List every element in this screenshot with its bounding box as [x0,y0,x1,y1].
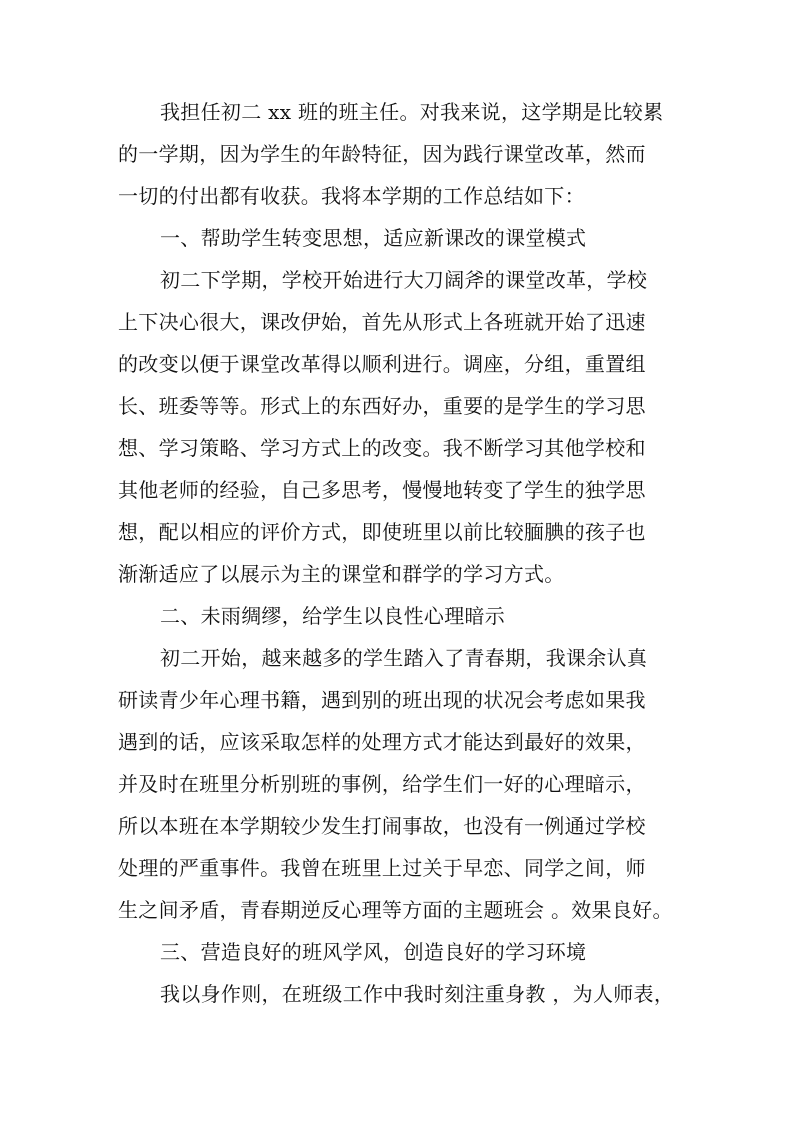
paragraph-line: 初二下学期，学校开始进行大刀阔斧的课堂改革，学校 [160,268,648,292]
paragraph-line: 的改变以便于课堂改革得以顺利进行。调座，分组，重置组 [118,352,646,376]
paragraph-line: 生之间矛盾，青春期逆反心理等方面的主题班会 。效果良好。 [118,898,673,922]
paragraph-line: 渐渐适应了以展示为主的课堂和群学的学习方式。 [118,562,565,586]
paragraph-line: 所以本班在本学期较少发生打闹事故，也没有一例通过学校 [118,814,646,838]
paragraph-line: 其他老师的经验，自己多思考，慢慢地转变了学生的独学思 [118,478,646,502]
paragraph-line: 处理的严重事件。我曾在班里上过关于早恋、同学之间，师 [118,856,646,880]
section-heading: 一、帮助学生转变思想，适应新课改的课堂模式 [160,226,587,250]
paragraph-line: 一切的付出都有收获。我将本学期的工作总结如下： [118,184,585,208]
paragraph-line: 想、学习策略、学习方式上的改变。我不断学习其他学校和 [118,436,646,460]
section-heading: 二、未雨绸缪，给学生以良性心理暗示 [160,604,506,628]
paragraph-line: 并及时在班里分析别班的事例，给学生们一好的心理暗示， [118,772,646,796]
paragraph-line: 想，配以相应的评价方式，即使班里以前比较腼腆的孩子也 [118,520,646,544]
paragraph-line: 我担任初二 xx 班的班主任。对我来说，这学期是比较累 [160,100,664,124]
paragraph-line: 研读青少年心理书籍，遇到别的班出现的状况会考虑如果我 [118,688,646,712]
paragraph-line: 长、班委等等。形式上的东西好办，重要的是学生的学习思 [118,394,646,418]
section-heading: 三、营造良好的班风学风，创造良好的学习环境 [160,940,587,964]
paragraph-line: 的一学期，因为学生的年龄特征，因为践行课堂改革，然而 [118,142,646,166]
paragraph-line: 我以身作则，在班级工作中我时刻注重身教 ，为人师表， [160,982,675,1006]
paragraph-line: 上下决心很大，课改伊始，首先从形式上各班就开始了迅速 [118,310,646,334]
paragraph-line: 遇到的话，应该采取怎样的处理方式才能达到最好的效果， [118,730,646,754]
paragraph-line: 初二开始，越来越多的学生踏入了青春期，我课余认真 [160,646,648,670]
